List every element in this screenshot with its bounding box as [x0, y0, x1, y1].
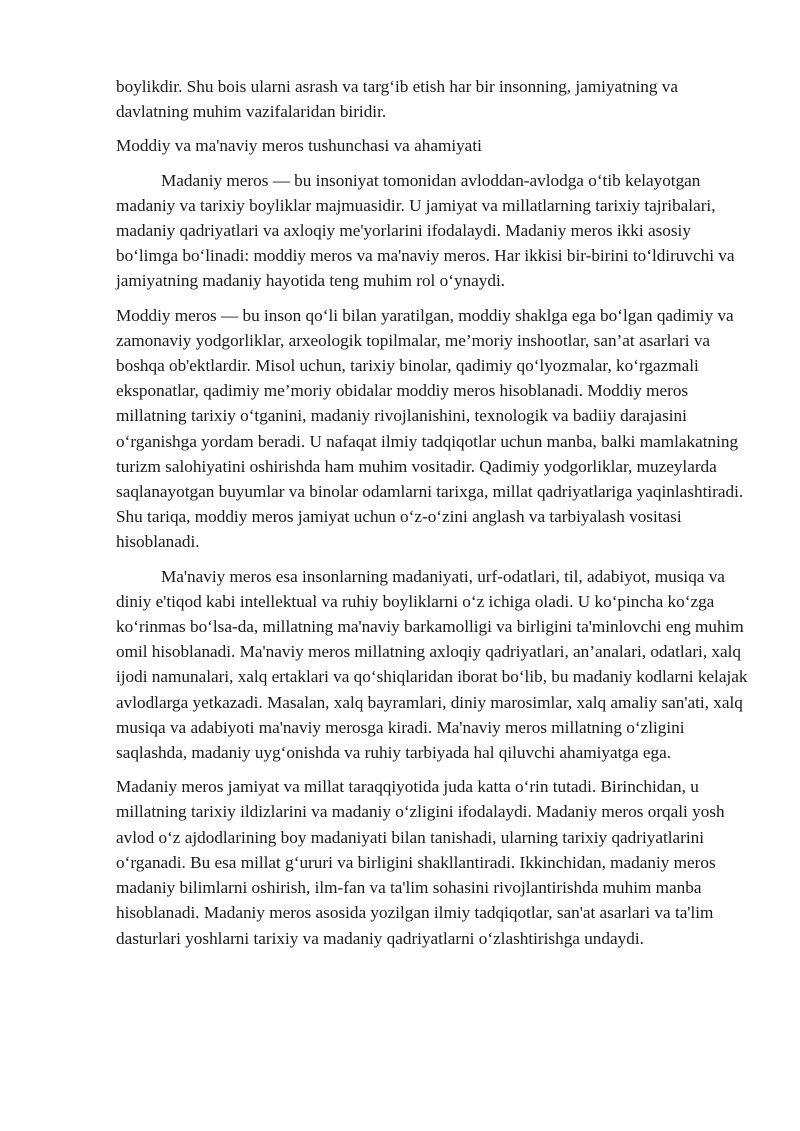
- paragraph-continuation: boylikdir. Shu bois ularni asrash va targ‘ib etish har bir insonning, jamiyatning va davlatning muhim vazifalaridan biridir.: [116, 77, 679, 122]
- document-page: [116, 74, 748, 960]
- paragraph-manaviy-meros: Ma'naviy meros esa insonlarning madaniyati, urf-odatlari, til, adabiyot, musiqa va diniy e'tiqod kabi intellektual va ruhiy boyliklarni o‘z ichiga oladi. U ko‘pincha ko‘zga ko‘rinmas bo‘lsa-da, millatning ma'naviy barkamolligi va birligini ta'minlovchi eng muhim omil hisoblanadi. Ma'naviy meros millatning axloqiy qadriyatlari, an’analari, odatlari, xalq ijodi namunalari, xalq ertaklari va qo‘shiqlaridan iborat bo‘lib, bu madaniy kodlarni kelajak avlodlarga yetkazadi. Masalan, xalq bayramlari, diniy marosimlar, xalq amaliy san'ati, xalq musiqa va adabiyoti ma'naviy merosga kiradi. Ma'naviy meros millatning o‘zligini saqlashda, madaniy uyg‘onishda va ruhiy tarbiyada hal qiluvchi ahamiyatga ega.: [116, 566, 748, 763]
- section-heading: Moddiy va ma'naviy meros tushunchasi va ahamiyati: [116, 136, 482, 156]
- paragraph-ahamiyati: Madaniy meros jamiyat va millat taraqqiyotida juda katta o‘rin tutadi. Birinchidan, u millatning tarixiy ildizlarini va madaniy o‘zligini ifodalaydi. Madaniy meros orqali yosh avlod o‘z ajdodlarining boy madaniyati bilan tanishadi, ularning tarixiy qadriyatlarini o‘rganadi. Bu esa millat g‘ururi va birligini shakllantiradi. Ikkinchidan, madaniy meros madaniy bilimlarni oshirish, ilm-fan va ta'lim sohasini rivojlantirishda muhim manba hisoblanadi. Madaniy meros asosida yozilgan ilmiy tadqiqotlar, san'at asarlari va ta'lim dasturlari yoshlarni tarixiy va madaniy qadriyatlarni o‘zlashtirishga undaydi.: [116, 777, 725, 948]
- paragraph-madaniy-meros: Madaniy meros — bu insoniyat tomonidan avloddan-avlodga o‘tib kelayotgan madaniy va tarixiy boyliklar majmuasidir. U jamiyat va millatlarning tarixiy tajribalari, madaniy qadriyatlari va axloqiy me'yorlarini ifodalaydi. Madaniy meros ikki asosiy bo‘limga bo‘linadi: moddiy meros va ma'naviy meros. Har ikkisi bir-birini to‘ldiruvchi va jamiyatning madaniy hayotida teng muhim rol o‘ynaydi.: [116, 170, 735, 291]
- paragraph-moddiy-meros: Moddiy meros — bu inson qo‘li bilan yaratilgan, moddiy shaklga ega bo‘lgan qadimiy va zamonaviy yodgorliklar, arxeologik topilmalar, me’moriy inshootlar, san’at asarlari va boshqa ob'ektlardir. Misol uchun, tarixiy binolar, qadimiy qo‘lyozmalar, ko‘rgazmali eksponatlar, qadimiy me’moriy obidalar moddiy meros hisoblanadi. Moddiy meros millatning tarixiy o‘tganini, madaniy rivojlanishini, texnologik va badiiy darajasini o‘rganishga yordam beradi. U nafaqat ilmiy tadqiqotlar uchun manba, balki mamlakatning turizm salohiyatini oshirishda ham muhim vositadir. Qadimiy yodgorliklar, muzeylarda saqlanayotgan buyumlar va binolar odamlarni tarixga, millat qadriyatlariga yaqinlashtiradi. Shu tariqa, moddiy meros jamiyat uchun o‘z-o‘zini anglash va tarbiyalash vositasi hisoblanadi.: [116, 305, 744, 552]
